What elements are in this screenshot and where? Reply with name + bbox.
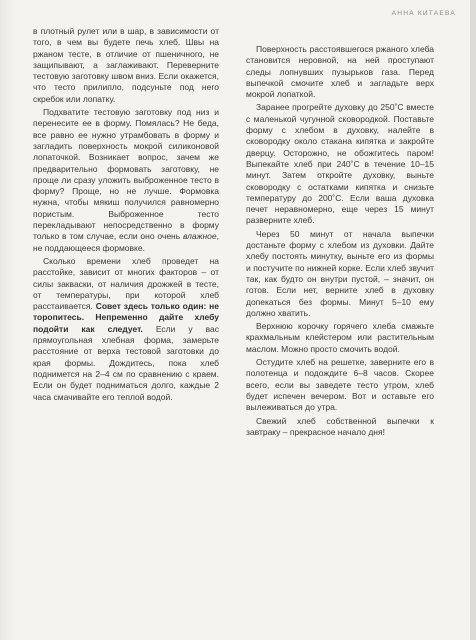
text-run: Верхнюю корочку горячего хлеба смажьте крахмальным клейстером или растительным маслом. Можно просто смочить водой. — [246, 321, 434, 354]
text-run: Свежий хлеб собственной выпечки к завтраку – прекрасное начало дня! — [246, 415, 434, 437]
paragraph — [246, 321, 434, 355]
right-text-column — [246, 44, 434, 440]
text-run: Если у вас прямоугольная хлебная форма, замерьте расстояние от верха тестовой заготовки до края формы. Дождитесь, пока хлеб поднимется на 2–4 см по сравнению с краем. Если он будет подниматься долго, каждые 2 часа смачивайте его теплой водой. — [33, 323, 220, 402]
text-run: Подхватите тестовую заготовку под низ и перенесите ее в форму. Помялась? Не беда, все равно ее нужно утрамбовать в форму и загладить поверхность мокрой силиконовой лопаточкой. Возникает вопрос, зачем же предварительно формовать заготовку, не проще ли сразу уложить выброженное тесто в форму? Проще, но не лучше. Формовка нужна, чтобы мякиш получился равномерно пористым. Выброженное тесто перекладывают непосредственно в форму только в том случае, если оно очень — [33, 107, 219, 242]
paragraph — [246, 229, 434, 319]
paragraph — [246, 102, 434, 226]
paragraph — [246, 357, 434, 413]
text-run: Заранее прогрейте духовку до 250˚C вместе с маленькой чугунной сковородкой. Поставьте форму с хлебом в духовку, налейте в сковородку около стакана кипятка и закройте дверцу. Осторожно, не обожгитесь паром! Выпекайте хлеб при 240˚C в течение 10–15 минут. Затем откройте духовку, выньте сковородку с остатками кипятка и снизьте температуру до 200˚C. Если ваша духовка печет неравномерно, еще через 15 минут разверните хлеб. — [246, 102, 434, 226]
text-run: Остудите хлеб на решетке, заверните его в полотенца и подождите 6–8 часов. Скорее всего, если вы заведете тесто утром, хлеб будет испечен вечером. Вот и оставьте его вылеживаться до утра. — [246, 357, 434, 413]
paragraph — [33, 26, 219, 105]
running-header-author: АННА КИТАЕВА — [391, 10, 456, 17]
text-run: , не поддающееся формовке. — [33, 231, 219, 253]
text-run: Поверхность расстоявшегося ржаного хлеба становится неровной, на ней проступают следы лопнувших пузырьков газа. Перед выпечкой смочите хлеб и загладьте верх мокрой лопаткой. — [246, 44, 434, 100]
paragraph — [246, 416, 434, 439]
text-run: в плотный рулет или в шар, в зависимости от того, в чем вы будете печь хлеб. Швы на ржаном тесте, в отличие от пшеничного, не защипывают, а заглаживают. Переверните тестовую заготовку швом вниз. Если окажется, что тесто прилипло, подсуньте под него скребок или лопатку. — [33, 26, 219, 104]
bold-text: Совет здесь только один: не торопитесь. Непременно дайте хлебу подойти как следует. — [33, 301, 219, 334]
paragraph — [246, 44, 434, 100]
text-run: Через 50 минут от начала выпечки достаньте форму с хлебом из духовки. Дайте хлебу постоять минутку, выньте его из формы и постучите по нижней корке. Если хлеб звучит так, как будто он внутри пустой, – значит, он готов. Если нет, верните хлеб в духовку допекаться без формы. Минут 5–10 ему должно хватить. — [246, 228, 434, 318]
italic-text: влажное — [182, 231, 217, 242]
paragraph — [33, 107, 219, 254]
paragraph — [33, 256, 219, 403]
left-text-column — [33, 26, 219, 405]
page-edge — [470, 0, 476, 640]
text-run: Сколько времени хлеб проведет на расстойке, зависит от многих факторов – от силы закваски, от наличия дрожжей в тесте, от температуры, при которой хлеб расстаивается. — [33, 255, 219, 312]
